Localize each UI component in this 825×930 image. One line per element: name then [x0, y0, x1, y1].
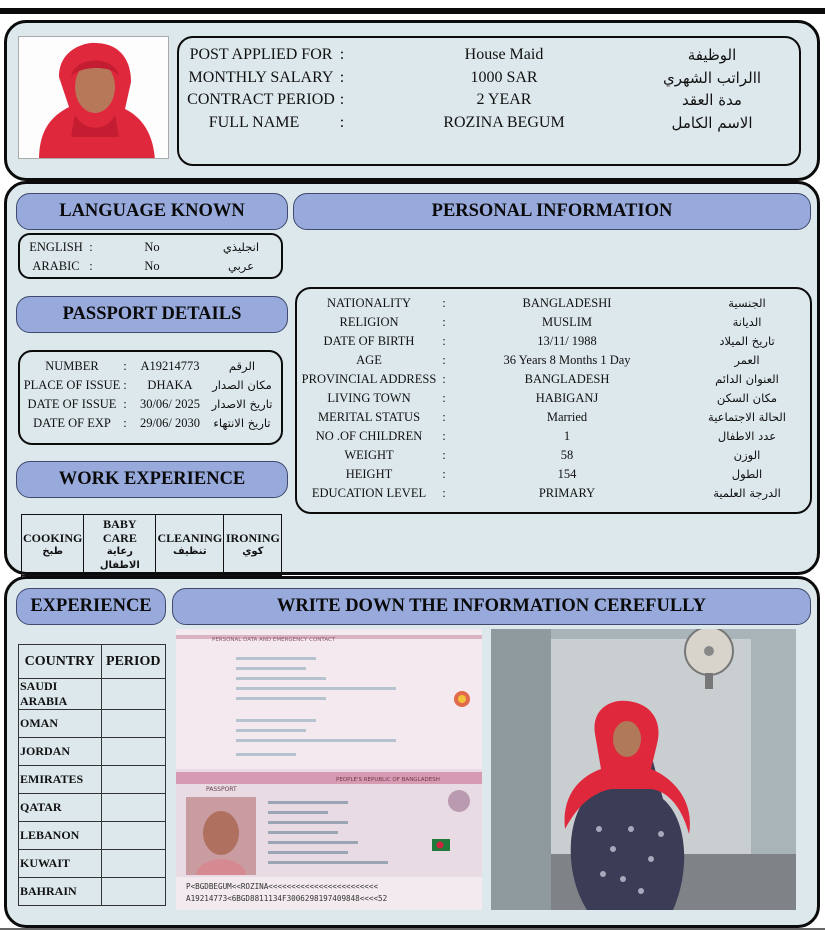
passport-row-value: 30/06/ 2025: [139, 397, 201, 411]
personal-row-sep: :: [442, 334, 446, 348]
experience-row: [19, 679, 166, 710]
passport-row: [20, 376, 281, 395]
header-row-ar: الاسم الكامل: [671, 113, 753, 132]
language-row: [20, 257, 281, 275]
language-row-ar: انجليذي: [222, 240, 260, 254]
personal-row-ar: تاريخ الميلاد: [719, 334, 775, 348]
profile-photo: [18, 36, 169, 159]
work-skill-label-ar: تنظيف: [173, 546, 207, 557]
experience-period[interactable]: [101, 850, 165, 878]
header-row-sep: :: [339, 68, 345, 86]
header-row: [179, 112, 799, 134]
header-row-ar: االراتب الشهري: [662, 68, 762, 87]
personal-row-value: PRIMARY: [538, 486, 596, 500]
details-panel: [4, 181, 820, 575]
personal-row-sep: :: [442, 448, 446, 462]
language-row-label: ENGLISH: [29, 240, 83, 254]
personal-row-label: NATIONALITY: [326, 296, 411, 310]
experience-country: OMAN: [19, 710, 102, 738]
header-row-label: MONTHLY SALARY: [188, 68, 334, 86]
work-skill-label: BABY CARE: [102, 517, 137, 545]
personal-row: [297, 446, 810, 465]
experience-table: [18, 644, 166, 906]
personal-row-label: MERITAL STATUS: [317, 410, 421, 424]
passport-row-sep: :: [123, 378, 127, 392]
personal-row-label: AGE: [356, 353, 382, 367]
write-down-title: WRITE DOWN THE INFORMATION CEREFULLY: [172, 588, 811, 625]
personal-row-ar: الدرجة العلمية: [713, 486, 781, 500]
personal-row-sep: :: [442, 315, 446, 329]
personal-row-ar: مكان السكن: [716, 391, 778, 405]
personal-row-label: HEIGHT: [345, 467, 393, 481]
header-row-ar: الوظيفة: [687, 46, 737, 64]
experience-period[interactable]: [101, 679, 165, 710]
header-row-sep: :: [339, 46, 345, 63]
work-skill-label: CLEANING: [157, 531, 223, 545]
experience-period[interactable]: [101, 794, 165, 822]
personal-row-sep: :: [442, 391, 446, 405]
header-row-value: 2 YEAR: [476, 91, 532, 108]
personal-row-label: WEIGHT: [344, 448, 394, 462]
personal-row-ar: الطول: [731, 467, 763, 481]
scan-mrz-1: P<BGDBEGUM<<ROZINA<<<<<<<<<<<<<<<<<<<<<<<<: [186, 882, 379, 891]
language-row: [20, 238, 281, 256]
scan-mrz-2: A19214773<6BGD8811134F3006298197409848<<<<52: [186, 894, 388, 903]
personal-row-value: 1: [563, 429, 571, 443]
personal-row: [297, 408, 810, 427]
language-row-sep: :: [89, 259, 93, 273]
personal-row-label: EDUCATION LEVEL: [311, 486, 427, 500]
experience-table-wrap: [18, 644, 166, 906]
header-row: [179, 67, 799, 89]
experience-country: QATAR: [19, 794, 102, 822]
personal-row: [297, 351, 810, 370]
passport-row-ar: مكان الصدار: [212, 378, 272, 392]
passport-row-value: A19214773: [140, 359, 200, 373]
personal-title: PERSONAL INFORMATION: [293, 193, 811, 230]
portrait-image: [19, 37, 169, 159]
header-row-ar: مدة العقد: [682, 91, 742, 109]
language-row-label: ARABIC: [32, 259, 80, 273]
personal-row-label: PROVINCIAL ADDRESS: [301, 372, 437, 386]
passport-row-label: DATE OF EXP: [33, 416, 111, 430]
personal-row-ar: الجنسية: [728, 296, 766, 310]
personal-row-ar: عدد الاطفال: [717, 429, 777, 443]
top-rule: [0, 8, 825, 14]
experience-country: LEBANON: [19, 822, 102, 850]
personal-row-label: DATE OF BIRTH: [323, 334, 415, 348]
experience-period[interactable]: [101, 710, 165, 738]
experience-period[interactable]: [101, 738, 165, 766]
passport-row-ar: الرقم: [228, 359, 256, 373]
personal-row-sep: :: [442, 486, 446, 500]
experience-country: EMIRATES: [19, 766, 102, 794]
header-row: [179, 44, 799, 66]
header-row-value: ROZINA BEGUM: [443, 113, 565, 131]
personal-row: [297, 427, 810, 446]
personal-row-sep: :: [442, 372, 446, 386]
personal-row-ar: الحالة الاجتماعية: [708, 410, 786, 424]
header-row-label: POST APPLIED FOR: [189, 46, 333, 63]
scan-doc-label: PASSPORT: [206, 786, 237, 793]
passport-scan-image: [176, 629, 482, 910]
experience-row: [19, 710, 166, 738]
work-column-header: [224, 515, 282, 576]
personal-row-sep: :: [442, 296, 446, 310]
header-row-label: FULL NAME: [208, 113, 300, 131]
work-column-header: [156, 515, 224, 576]
header-row: [179, 89, 799, 111]
passport-row: [20, 395, 281, 414]
experience-period[interactable]: [101, 878, 165, 906]
experience-country: SAUDI ARABIA: [19, 679, 102, 710]
experience-country: BAHRAIN: [19, 878, 102, 906]
personal-row-ar: العنوان الدائم: [715, 372, 779, 386]
passport-row-sep: :: [123, 359, 127, 373]
work-skill-label-ar: طبخ: [42, 546, 64, 557]
scan-page-header: PERSONAL DATA AND EMERGENCY CONTACT: [212, 637, 336, 643]
personal-row-sep: :: [442, 429, 446, 443]
language-title: LANGUAGE KNOWN: [16, 193, 288, 230]
header-row-value: House Maid: [464, 46, 544, 63]
passport-row-label: NUMBER: [45, 359, 99, 373]
passport-row-ar: تاريخ الاصدار: [211, 397, 273, 411]
language-row-value: No: [144, 240, 160, 254]
work-skill-label: IRONING: [225, 531, 280, 545]
experience-period[interactable]: [101, 766, 165, 794]
personal-row: [297, 484, 810, 503]
language-row-value: No: [144, 259, 160, 273]
personal-row-label: LIVING TOWN: [327, 391, 411, 405]
language-row-ar: عربي: [228, 259, 254, 273]
personal-row-sep: :: [442, 467, 446, 481]
personal-row-ar: الوزن: [733, 448, 761, 462]
personal-row-value: Married: [546, 410, 588, 424]
passport-row: [20, 357, 281, 376]
work-skill-label: COOKING: [23, 531, 83, 545]
passport-row-value: 29/06/ 2030: [139, 416, 201, 430]
full-body-graphic: [491, 629, 796, 910]
personal-row-label: RELIGION: [339, 315, 399, 329]
experience-row: [19, 822, 166, 850]
experience-country: KUWAIT: [19, 850, 102, 878]
period-header: PERIOD: [101, 645, 165, 679]
passport-row-ar: تاريخ الانتهاء: [213, 416, 271, 430]
personal-row-value: MUSLIM: [541, 315, 592, 329]
experience-panel: [4, 576, 820, 928]
passport-title: PASSPORT DETAILS: [16, 296, 288, 333]
personal-row: [297, 313, 810, 332]
experience-period[interactable]: [101, 822, 165, 850]
header-row-sep: :: [339, 113, 345, 131]
passport-row-sep: :: [123, 397, 127, 411]
personal-row-value: BANGLADESHI: [522, 296, 612, 310]
header-row-label: CONTRACT PERIOD: [187, 91, 335, 108]
personal-row-value: 154: [557, 467, 577, 481]
language-box: [18, 233, 283, 279]
personal-row-ar: الديانة: [732, 315, 762, 329]
passport-row-label: DATE OF ISSUE: [27, 397, 117, 411]
personal-row: [297, 294, 810, 313]
experience-country: JORDAN: [19, 738, 102, 766]
personal-row-ar: العمر: [734, 353, 760, 367]
personal-row: [297, 389, 810, 408]
personal-row-sep: :: [442, 410, 446, 424]
passport-row-sep: :: [123, 416, 127, 430]
personal-row-value: HABIGANJ: [535, 391, 599, 405]
work-column-header: [22, 515, 84, 576]
post-info-box: [177, 36, 801, 166]
personal-row-value: BANGLADESH: [524, 372, 610, 386]
experience-row: [19, 766, 166, 794]
passport-box: [18, 350, 283, 445]
work-skill-label-ar: رعاية الاطفال: [99, 546, 140, 571]
experience-row: [19, 878, 166, 906]
personal-row-value: 36 Years 8 Months 1 Day: [503, 353, 631, 367]
passport-row: [20, 414, 281, 433]
header-row-sep: :: [339, 91, 345, 108]
personal-row-sep: :: [442, 353, 446, 367]
personal-row: [297, 370, 810, 389]
language-row-sep: :: [89, 240, 93, 254]
work-skill-label-ar: كوي: [242, 546, 264, 557]
experience-row: [19, 850, 166, 878]
scan-republic: PEOPLE'S REPUBLIC OF BANGLADESH: [336, 777, 440, 783]
personal-row-value: 58: [560, 448, 574, 462]
full-body-photo: [491, 629, 796, 910]
passport-scan-graphic: [176, 629, 482, 910]
personal-box: [295, 287, 812, 514]
work-title: WORK EXPERIENCE: [16, 461, 288, 498]
header-row-value: 1000 SAR: [470, 68, 538, 86]
personal-row: [297, 465, 810, 484]
experience-title: EXPERIENCE: [16, 588, 166, 625]
passport-row-value: DHAKA: [147, 378, 193, 392]
work-column-header: [84, 515, 156, 576]
experience-row: [19, 738, 166, 766]
experience-row: [19, 794, 166, 822]
personal-row-value: 13/11/ 1988: [537, 334, 597, 348]
personal-row-label: NO .OF CHILDREN: [315, 429, 423, 443]
passport-row-label: PLACE OF ISSUE: [23, 378, 121, 392]
country-header: COUNTRY: [19, 645, 102, 679]
header-panel: [4, 20, 820, 181]
personal-row: [297, 332, 810, 351]
